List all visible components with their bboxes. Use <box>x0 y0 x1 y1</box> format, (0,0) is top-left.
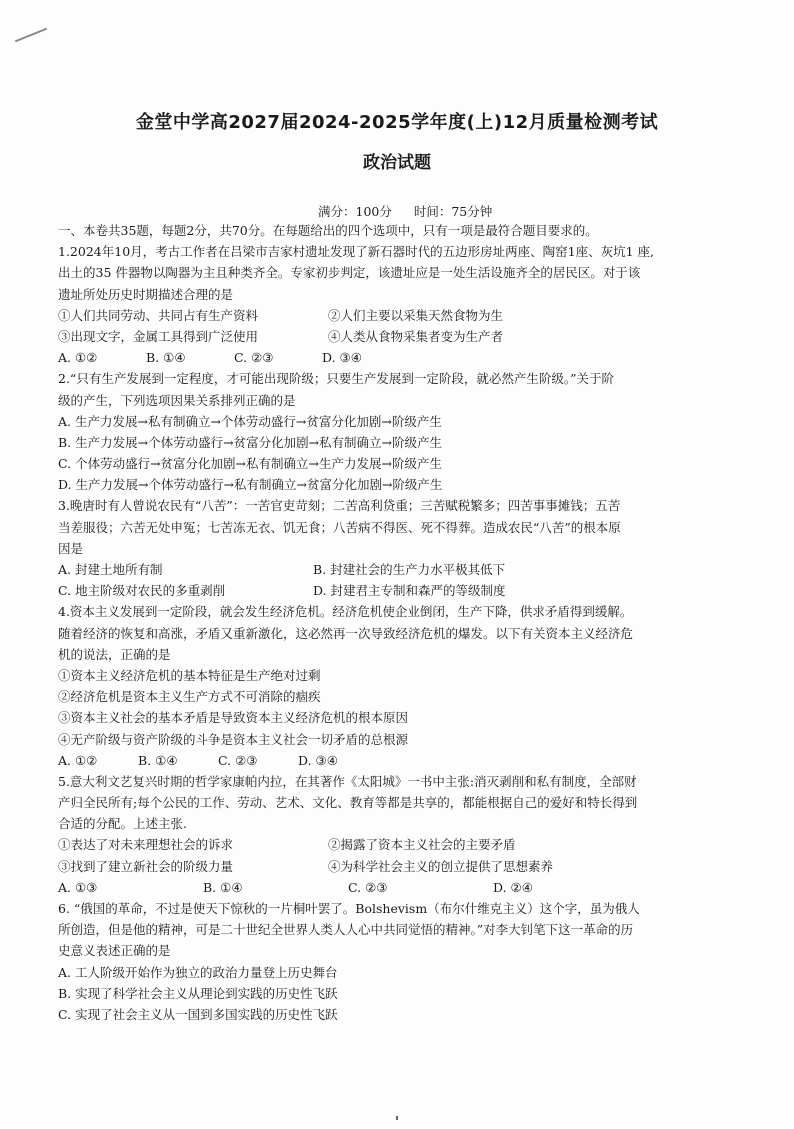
question-text: 合适的分配。上述主张. <box>58 816 187 832</box>
answer-choice: B. ①④ <box>138 752 178 768</box>
statement-item: ③找到了建立新社会的阶级力量 <box>58 858 234 874</box>
question-text: 产归全民所有;每个公民的工作、劳动、艺术、文化、教育等都是共享的，都能根据自己的爱好和特长得到 <box>58 795 638 811</box>
answer-option: A. 封建土地所有制 <box>58 562 163 577</box>
question-2 <box>58 368 698 495</box>
answer-choice: B. ①④ <box>203 879 243 895</box>
time-text: 时间：75分钟 <box>413 204 493 219</box>
answer-choice: D. ③④ <box>322 350 362 366</box>
score-text: 满分：100分 <box>318 204 392 219</box>
answer-option: C. 个体劳动盛行→贫富分化加剧→私有制确立→生产力发展→阶级产生 <box>58 456 442 472</box>
scan-mark <box>15 28 47 43</box>
exam-subject: 政治试题 <box>363 153 431 173</box>
answer-option: A. 生产力发展→私有制确立→个体劳动盛行→贫富分化加剧→阶级产生 <box>58 413 442 429</box>
statement-item: ④无产阶级与资产阶级的斗争是资本主义社会一切矛盾的总根源 <box>58 731 409 747</box>
answer-option: A. 工人阶级开始作为独立的政治力量登上历史舞台 <box>58 964 338 980</box>
question-text: 5.意大利文艺复兴时期的哲学家康帕内拉，在其著作《太阳城》一书中主张:消灭剥削和私有制度，全部财 <box>58 773 637 789</box>
answer-choice: A. ①② <box>58 752 98 768</box>
question-5 <box>58 771 698 898</box>
answer-choice: C. ②③ <box>348 879 388 895</box>
question-text: 随着经济的恢复和高涨，矛盾又重新激化，这必然再一次导致经济危机的爆发。以下有关资本主义经济危 <box>58 625 634 641</box>
answer-choice: C. ②③ <box>218 752 258 768</box>
answer-choice: B. ①④ <box>146 350 186 366</box>
scan-mark <box>396 1116 398 1120</box>
question-text: 当差服役；六苦无处申冤；七苦冻无衣、饥无食；八苦病不得医、死不得葬。造成农民“八苦”的根本原 <box>58 519 621 535</box>
exam-content <box>58 220 698 1025</box>
section-intro: 一、本卷共35题，每题2分，共70分。在每题给出的四个选项中，只有一项是最符合题目要求的。 <box>58 223 598 238</box>
question-text: 4.资本主义发展到一定阶段，就会发生经济危机。经济危机使企业倒闭，生产下降，供求矛盾得到缓解。 <box>58 604 633 620</box>
answer-choice: D. ②④ <box>493 879 533 895</box>
answer-option: C. 地主阶级对农民的多重剥削 <box>58 583 226 599</box>
question-text: 级的产生，下列选项因果关系排列正确的是 <box>58 392 296 408</box>
statement-item: ①资本主义经济危机的基本特征是生产绝对过剩 <box>58 667 321 683</box>
answer-option: D. 封建君主专制和森严的等级制度 <box>313 583 506 599</box>
answer-choice: C. ②③ <box>234 350 274 366</box>
question-text: 1.2024年10月，考古工作者在吕梁市吉家村遗址发现了新石器时代的五边形房址两座、陶窑1座、灰坑1 座, <box>58 244 654 260</box>
statement-item: ①人们共同劳动、共同占有生产资料 <box>58 307 259 323</box>
statement-item: ①表达了对未来理想社会的诉求 <box>58 837 234 853</box>
question-text: 6. “俄国的革命，不过是使天下惊秋的一片桐叶罢了。Bolshevism（布尔什维克主义）这个字，虽为俄人 <box>58 901 640 916</box>
statement-item: ③资本主义社会的基本矛盾是导致资本主义经济危机的根本原因 <box>58 710 409 726</box>
question-text: 出土的35 件器物以陶器为主且种类齐全。专家初步判定，该遗址应是一处生活设施齐全的居民区。对于该 <box>58 265 641 281</box>
answer-option: D. 生产力发展→个体劳动盛行→私有制确立→贫富分化加剧→阶级产生 <box>58 477 443 493</box>
question-text: 遗址所处历史时期描述合理的是 <box>58 286 234 302</box>
exam-meta <box>318 202 514 220</box>
question-text: 因是 <box>58 540 84 556</box>
answer-option: B. 封建社会的生产力水平极其低下 <box>313 562 506 577</box>
statement-item: ②人们主要以采集天然食物为生 <box>328 307 504 323</box>
question-text: 史意义表述正确的是 <box>58 943 171 959</box>
answer-option: B. 实现了科学社会主义从理论到实践的历史性飞跃 <box>58 985 338 1001</box>
question-text: 机的说法，正确的是 <box>58 646 171 662</box>
question-6 <box>58 898 698 1025</box>
statement-item: ③出现文字，金属工具得到广泛使用 <box>58 328 259 344</box>
statement-item: ④为科学社会主义的创立提供了思想素养 <box>328 858 554 874</box>
statement-item: ④人类从食物采集者变为生产者 <box>328 328 504 344</box>
answer-choice: D. ③④ <box>298 752 338 768</box>
answer-option: B. 生产力发展→个体劳动盛行→贫富分化加剧→私有制确立→阶级产生 <box>58 434 443 450</box>
statement-item: ②经济危机是资本主义生产方式不可消除的痼疾 <box>58 689 321 705</box>
statement-item: ②揭露了资本主义社会的主要矛盾 <box>328 837 516 853</box>
answer-option: C. 实现了社会主义从一国到多国实践的历史性飞跃 <box>58 1006 338 1022</box>
question-text: 2.“只有生产发展到一定程度，才可能出现阶级；只要生产发展到一定阶段，就必然产生阶级。”关于阶 <box>58 371 614 387</box>
question-text: 3.晚唐时有人曾说农民有“八苦”：一苦官吏苛刻；二苦高利贷重；三苦赋税繁多；四苦事事摊钱；五苦 <box>58 498 621 514</box>
question-1 <box>58 241 698 368</box>
question-3 <box>58 495 698 601</box>
answer-choice: A. ①③ <box>58 879 98 895</box>
question-text: 所创造，但是他的精神，可是二十世纪全世界人类人人心中共同觉悟的精神。”对李大钊笔下这一革命的历 <box>58 922 634 938</box>
question-4 <box>58 601 698 771</box>
exam-title: 金堂中学高2027届2024-2025学年度(上)12月质量检测考试 <box>135 112 659 133</box>
answer-choice: A. ①② <box>58 350 98 366</box>
